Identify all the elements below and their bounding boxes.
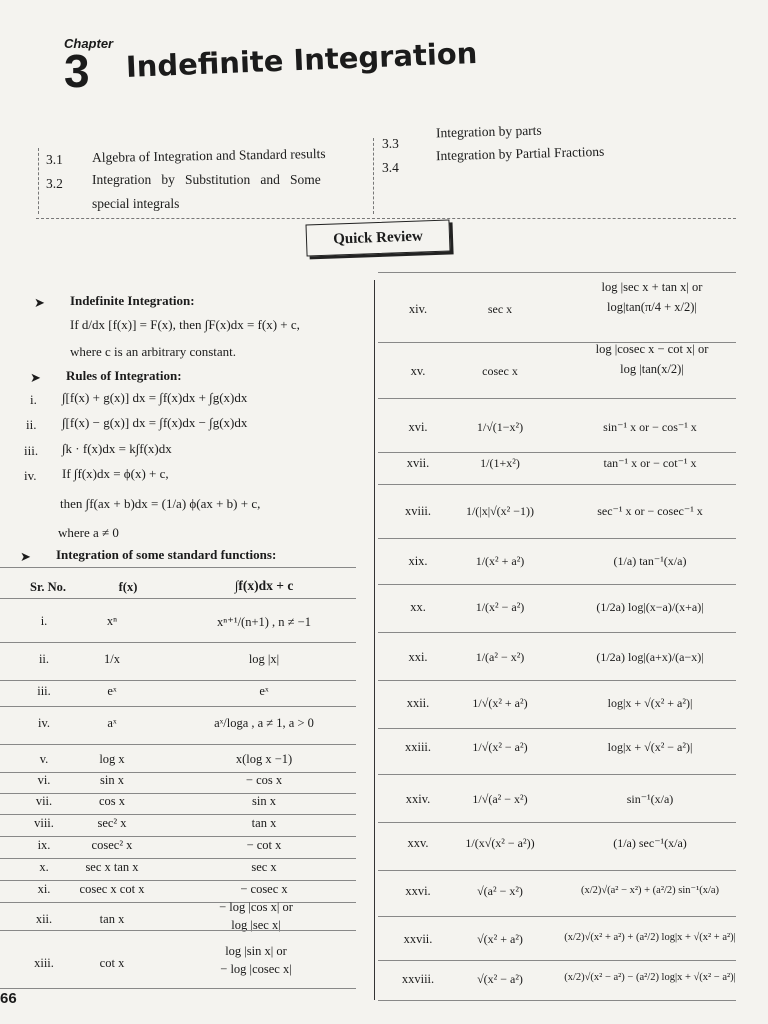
row-function: cot x xyxy=(99,956,125,970)
table-row-rule xyxy=(0,858,356,859)
table-row-rule xyxy=(378,728,736,729)
row-number: vi. xyxy=(37,773,51,787)
table-row-rule xyxy=(0,793,356,794)
bullet-arrow-icon: ➤ xyxy=(20,549,31,564)
row-function: 1/√(x² + a²) xyxy=(472,696,528,710)
row-function: cosec² x xyxy=(91,838,133,852)
row-integral: (1/2a) log|(x−a)/(x+a)| xyxy=(596,600,704,614)
table-row-rule xyxy=(0,902,356,903)
row-integral-alt: log |sec x| xyxy=(231,918,281,932)
row-integral: sin x xyxy=(252,794,276,808)
rule-iv-then: then ∫f(ax + b)dx = (1/a) ϕ(ax + b) + c, xyxy=(60,496,261,511)
table-row-rule xyxy=(378,822,736,823)
row-function: log x xyxy=(99,752,125,766)
table-row-rule xyxy=(0,744,356,745)
table-row-rule xyxy=(0,880,356,881)
table-row-rule xyxy=(378,398,736,399)
row-function: √(a² − x²) xyxy=(477,884,523,898)
row-number: xx. xyxy=(410,600,426,614)
page-number: 66 xyxy=(0,990,17,1007)
row-number: xviii. xyxy=(404,504,432,518)
row-integral: log|x + √(x² − a²)| xyxy=(607,740,693,754)
table-row-rule xyxy=(378,680,736,681)
row-integral: eˣ xyxy=(259,684,269,698)
table-row-rule xyxy=(0,706,356,707)
toc-num-3-2: 3.2 xyxy=(46,176,63,191)
table-row-rule xyxy=(378,1000,736,1001)
rule-text: ∫k · f(x)dx = k∫f(x)dx xyxy=(62,441,172,456)
toc-num-3-3: 3.3 xyxy=(382,136,399,151)
row-number: xvii. xyxy=(406,456,430,470)
row-number: xxiii. xyxy=(404,740,432,754)
toc-item-3-3: Integration by parts xyxy=(435,122,542,141)
row-number: iv. xyxy=(37,716,51,730)
toc-divider xyxy=(373,138,374,214)
toc-item-3-1: Algebra of Integration and Standard results xyxy=(91,145,326,166)
table-row-rule xyxy=(0,814,356,815)
table-rule xyxy=(378,272,736,273)
row-number: xiii. xyxy=(34,956,54,970)
row-integral: (x/2)√(a² − x²) + (a²/2) sin⁻¹(x/a) xyxy=(580,885,720,896)
row-function: sin x xyxy=(100,773,124,787)
row-function: xⁿ xyxy=(106,614,118,628)
indef-definition: If d/dx [f(x)] = F(x), then ∫F(x)dx = f(x) + c, xyxy=(70,317,300,332)
table-row-rule xyxy=(378,484,736,485)
row-number: xii. xyxy=(35,912,53,926)
row-integral: x(log x −1) xyxy=(235,752,293,766)
row-number: xxiv. xyxy=(405,792,431,806)
row-integral: log|x + √(x² + a²)| xyxy=(607,696,693,710)
row-number: vii. xyxy=(35,794,53,808)
row-integral: log |sec x + tan x| or xyxy=(601,280,703,294)
row-integral: xⁿ⁺¹/(n+1) , n ≠ −1 xyxy=(217,615,311,629)
row-number: xxvi. xyxy=(405,884,431,898)
row-function: eˣ xyxy=(107,684,117,698)
row-function: 1/x xyxy=(104,652,120,666)
table-row-rule xyxy=(378,632,736,633)
row-integral: − cot x xyxy=(246,838,282,852)
rule-num: iv. xyxy=(24,468,37,483)
row-integral: (x/2)√(x² + a²) + (a²/2) log|x + √(x² + a²)| xyxy=(564,932,736,943)
rule-num: ii. xyxy=(26,417,37,432)
row-function: sec² x xyxy=(97,816,127,830)
row-number: xxii. xyxy=(406,696,430,710)
bullet-arrow-icon: ➤ xyxy=(34,295,45,310)
table-row-rule xyxy=(378,452,736,453)
row-number: ii. xyxy=(38,652,50,666)
row-number: xiv. xyxy=(408,302,428,316)
table-rule xyxy=(0,598,356,599)
row-function: aˣ xyxy=(107,716,117,730)
rules-heading: Rules of Integration: xyxy=(66,368,182,383)
rule-num: iii. xyxy=(24,443,39,458)
row-number: x. xyxy=(39,860,49,874)
row-number: xix. xyxy=(408,554,428,568)
row-number: xxvii. xyxy=(403,932,433,946)
row-integral: − cosec x xyxy=(240,882,288,896)
std-heading: Integration of some standard functions: xyxy=(56,547,277,562)
row-integral: log |sin x| or xyxy=(225,944,287,958)
row-function: √(x² − a²) xyxy=(477,972,523,986)
row-integral: aˣ/loga , a ≠ 1, a > 0 xyxy=(214,716,314,730)
table-row-rule xyxy=(0,988,356,989)
row-integral: tan x xyxy=(251,816,277,830)
quick-review-box: Quick Review xyxy=(305,219,450,256)
table-row-rule xyxy=(0,836,356,837)
row-function: 1/(x² − a²) xyxy=(475,600,525,614)
table-row-rule xyxy=(378,960,736,961)
row-number: iii. xyxy=(37,684,51,698)
row-function: 1/√(1−x²) xyxy=(476,420,524,434)
chapter-number: 3 xyxy=(64,45,90,97)
col-header-integral: ∫f(x)dx + c xyxy=(234,578,294,593)
row-integral: − log |cos x| or xyxy=(219,900,293,914)
row-function: 1/(1+x²) xyxy=(480,456,520,470)
row-function: 1/√(a² − x²) xyxy=(472,792,528,806)
row-number: v. xyxy=(39,752,49,766)
row-integral-alt: log|tan(π/4 + x/2)| xyxy=(607,300,697,314)
table-row-rule xyxy=(378,916,736,917)
row-number: xv. xyxy=(410,364,426,378)
row-integral: (x/2)√(x² − a²) − (a²/2) log|x + √(x² − a²)| xyxy=(564,972,736,983)
row-integral: sec⁻¹ x or − cosec⁻¹ x xyxy=(597,504,703,518)
row-function: sec x xyxy=(487,302,513,316)
col-header-srno: Sr. No. xyxy=(29,580,67,594)
table-row-rule xyxy=(378,538,736,539)
bullet-arrow-icon: ➤ xyxy=(30,370,41,385)
table-row-rule xyxy=(0,642,356,643)
indef-note: where c is an arbitrary constant. xyxy=(70,344,237,359)
row-function: 1/√(x² − a²) xyxy=(472,740,528,754)
table-row-rule xyxy=(378,774,736,775)
row-number: xxviii. xyxy=(401,972,435,986)
row-integral: (1/a) tan⁻¹(x/a) xyxy=(613,554,687,568)
row-integral: sin⁻¹(x/a) xyxy=(626,792,674,806)
row-integral: log |x| xyxy=(248,652,280,666)
toc-num-3-4: 3.4 xyxy=(382,160,399,175)
row-integral: tan⁻¹ x or − cot⁻¹ x xyxy=(603,456,697,470)
row-number: xxi. xyxy=(408,650,428,664)
toc-item-3-2: Integration by Substitution and Some xyxy=(92,172,321,187)
row-function: tan x xyxy=(99,912,125,926)
rule-text: If ∫f(x)dx = ϕ(x) + c, xyxy=(62,466,169,481)
row-function: cosec x cot x xyxy=(79,882,145,896)
row-number: xi. xyxy=(37,882,51,896)
chapter-title: Indefinite Integration xyxy=(125,35,478,84)
row-function: 1/(a² − x²) xyxy=(475,650,525,664)
row-number: xxv. xyxy=(407,836,429,850)
table-row-rule xyxy=(0,772,356,773)
table-rule xyxy=(0,567,356,568)
row-integral: (1/a) sec⁻¹(x/a) xyxy=(613,836,687,850)
rule-num: i. xyxy=(30,392,37,407)
row-function: 1/(|x|√(x² −1)) xyxy=(465,504,535,518)
chapter-label: Chapter xyxy=(64,36,114,51)
rule-text: ∫[f(x) − g(x)] dx = ∫f(x)dx − ∫g(x)dx xyxy=(62,415,248,430)
indef-heading: Indefinite Integration: xyxy=(70,293,195,308)
row-number: viii. xyxy=(34,816,54,830)
row-function: √(x² + a²) xyxy=(477,932,523,946)
row-integral: − cos x xyxy=(245,773,283,787)
rule-iv-where: where a ≠ 0 xyxy=(58,525,119,540)
table-row-rule xyxy=(0,930,356,931)
table-row-rule xyxy=(378,870,736,871)
rule-text: ∫[f(x) + g(x)] dx = ∫f(x)dx + ∫g(x)dx xyxy=(62,390,248,405)
row-function: cos x xyxy=(98,794,126,808)
toc-num-3-1: 3.1 xyxy=(46,152,63,167)
row-integral: sin⁻¹ x or − cos⁻¹ x xyxy=(603,420,697,434)
row-number: i. xyxy=(40,614,48,628)
table-row-rule xyxy=(378,584,736,585)
column-separator xyxy=(374,280,375,1000)
row-number: ix. xyxy=(37,838,51,852)
row-integral-alt: − log |cosec x| xyxy=(220,962,292,976)
toc-left-border xyxy=(38,148,39,214)
toc-item-3-2-cont: special integrals xyxy=(92,196,180,211)
row-integral: (1/2a) log|(a+x)/(a−x)| xyxy=(596,650,704,664)
row-integral: log |cosec x − cot x| or xyxy=(595,342,709,356)
col-header-fx: f(x) xyxy=(118,580,138,594)
row-number: xvi. xyxy=(408,420,428,434)
row-function: cosec x xyxy=(482,364,518,378)
row-function: 1/(x√(x² − a²)) xyxy=(465,836,535,850)
row-function: sec x tan x xyxy=(85,860,139,874)
row-integral: sec x xyxy=(251,860,277,874)
table-row-rule xyxy=(0,680,356,681)
toc-item-3-4: Integration by Partial Fractions xyxy=(435,143,605,164)
row-function: 1/(x² + a²) xyxy=(475,554,525,568)
row-integral-alt: log |tan(x/2)| xyxy=(620,362,684,376)
